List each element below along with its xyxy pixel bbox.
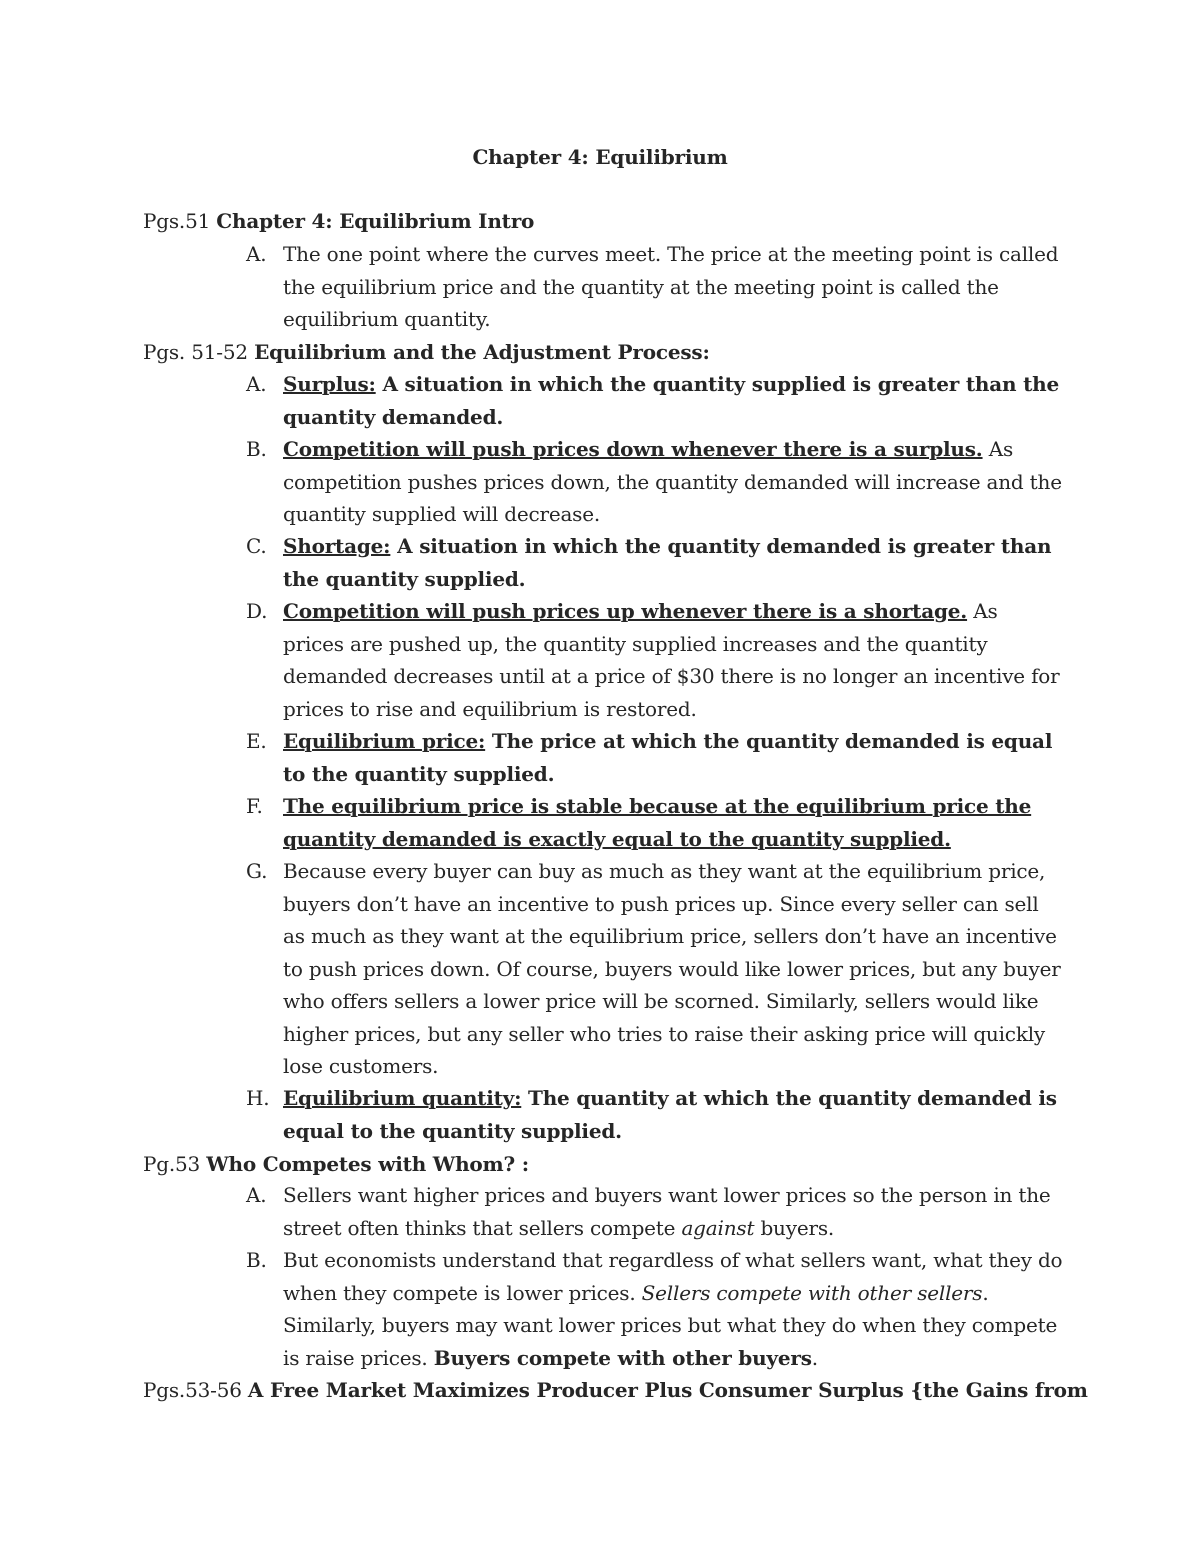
list-item-text: [283, 790, 1063, 855]
list-item-text: [283, 238, 1063, 336]
list-item: [246, 368, 1066, 433]
page-reference: Pgs. 51-52: [143, 340, 255, 364]
key-term: Surplus:: [283, 372, 376, 396]
page-reference: Pg.53: [143, 1152, 207, 1176]
key-term: Competition will push prices up whenever there is a shortage.: [283, 599, 968, 623]
list-item: [246, 855, 1066, 1083]
key-term: The equilibrium price is stable because at the equilibrium price the quantity demanded is exactly equal to the quantity supplied.: [283, 794, 1032, 851]
key-term: Equilibrium quantity:: [283, 1086, 522, 1110]
section-title: Chapter 4: Equilibrium Intro: [216, 209, 535, 233]
list-item: [246, 1082, 1066, 1147]
list-item: [246, 1179, 1066, 1244]
body-text: As competition pushes prices down, the quantity demanded will increase and the quantity supplied will decrease.: [283, 437, 1062, 526]
list-marker: A.: [246, 1183, 267, 1207]
list-marker: E.: [246, 729, 267, 753]
emphasis-text: against: [681, 1215, 755, 1240]
list-marker: C.: [246, 534, 267, 558]
page-title: Chapter 4: Equilibrium: [472, 145, 728, 169]
section-title: Who Competes with Whom? :: [206, 1152, 529, 1176]
key-term: Shortage:: [283, 534, 391, 558]
body-text: As prices are pushed up, the quantity supplied increases and the quantity demanded decreases until at a price of $30 there is no longer an incentive for prices to rise and equilibrium is restored.: [283, 599, 1060, 721]
section-heading-competition: [143, 1150, 529, 1178]
list-item: [246, 595, 1066, 725]
list-item-text: [283, 1244, 1063, 1374]
list-item: [246, 433, 1066, 531]
list-item: [246, 530, 1066, 595]
body-text: The one point where the curves meet. The price at the meeting point is called the equilibrium price and the quantity at the meeting point is called the equilibrium quantity.: [283, 242, 1059, 331]
key-term: Equilibrium price:: [283, 729, 486, 753]
list-item: [246, 1244, 1066, 1374]
list-marker: G.: [246, 859, 268, 883]
key-term: Competition will push prices down whenever there is a surplus.: [283, 437, 983, 461]
section-heading-free-market: [143, 1376, 1088, 1404]
section-heading-adjustment: [143, 338, 710, 366]
list-item-text: [283, 1082, 1063, 1147]
list-item-text: [283, 368, 1063, 433]
page-reference: Pgs.51: [143, 209, 217, 233]
body-text: Sellers want higher prices and buyers want lower prices so the person in the street often thinks that sellers compete: [283, 1183, 1051, 1240]
body-text: But economists understand that regardless of what sellers want, what they do when they compete is lower prices.: [283, 1248, 1063, 1305]
list-marker: F.: [246, 794, 263, 818]
list-item-text: [283, 1179, 1063, 1244]
list-marker: B.: [246, 437, 267, 461]
bold-text: The price at which the quantity demanded is equal to the quantity supplied.: [283, 729, 1053, 786]
list-item-text: [283, 725, 1063, 790]
page-reference: Pgs.53-56: [143, 1378, 248, 1402]
emphasis-text: Sellers compete with other sellers: [641, 1280, 983, 1305]
body-text: . Similarly, buyers may want lower prices but what they do when they compete is raise prices.: [283, 1280, 1058, 1370]
list-item-text: [283, 530, 1063, 595]
section-title: Equilibrium and the Adjustment Process:: [254, 340, 710, 364]
bold-text: Buyers compete with other buyers: [433, 1345, 812, 1370]
section-title: A Free Market Maximizes Producer Plus Consumer Surplus {the Gains from: [247, 1378, 1088, 1402]
list-marker: B.: [246, 1248, 267, 1272]
bold-text: A situation in which the quantity demanded is greater than the quantity supplied.: [283, 534, 1052, 591]
list-marker: D.: [246, 599, 268, 623]
list-marker: H.: [246, 1086, 270, 1110]
list-item-text: [283, 855, 1063, 1083]
section-heading-intro: [143, 207, 534, 235]
list-item-text: [283, 595, 1063, 725]
body-text: Because every buyer can buy as much as they want at the equilibrium price, buyers don’t have an incentive to push prices up. Since every seller can sell as much as they want at the equilibrium price, sellers don’t have an incentive to push prices down. Of course, buyers would like lower prices, but any buyer who offers sellers a lower price will be scorned. Similarly, sellers would like higher prices, but any seller who tries to raise their asking price will quickly lose customers.: [283, 859, 1061, 1078]
list-item: [246, 790, 1066, 855]
list-marker: A.: [246, 372, 267, 396]
list-item: [246, 238, 1066, 336]
bold-text: The quantity at which the quantity demanded is equal to the quantity supplied.: [283, 1086, 1057, 1143]
body-text: .: [811, 1345, 818, 1370]
list-item: [246, 725, 1066, 790]
list-marker: A.: [246, 242, 267, 266]
bold-text: A situation in which the quantity supplied is greater than the quantity demanded.: [283, 372, 1059, 429]
body-text: buyers.: [754, 1215, 835, 1240]
list-item-text: [283, 433, 1063, 531]
